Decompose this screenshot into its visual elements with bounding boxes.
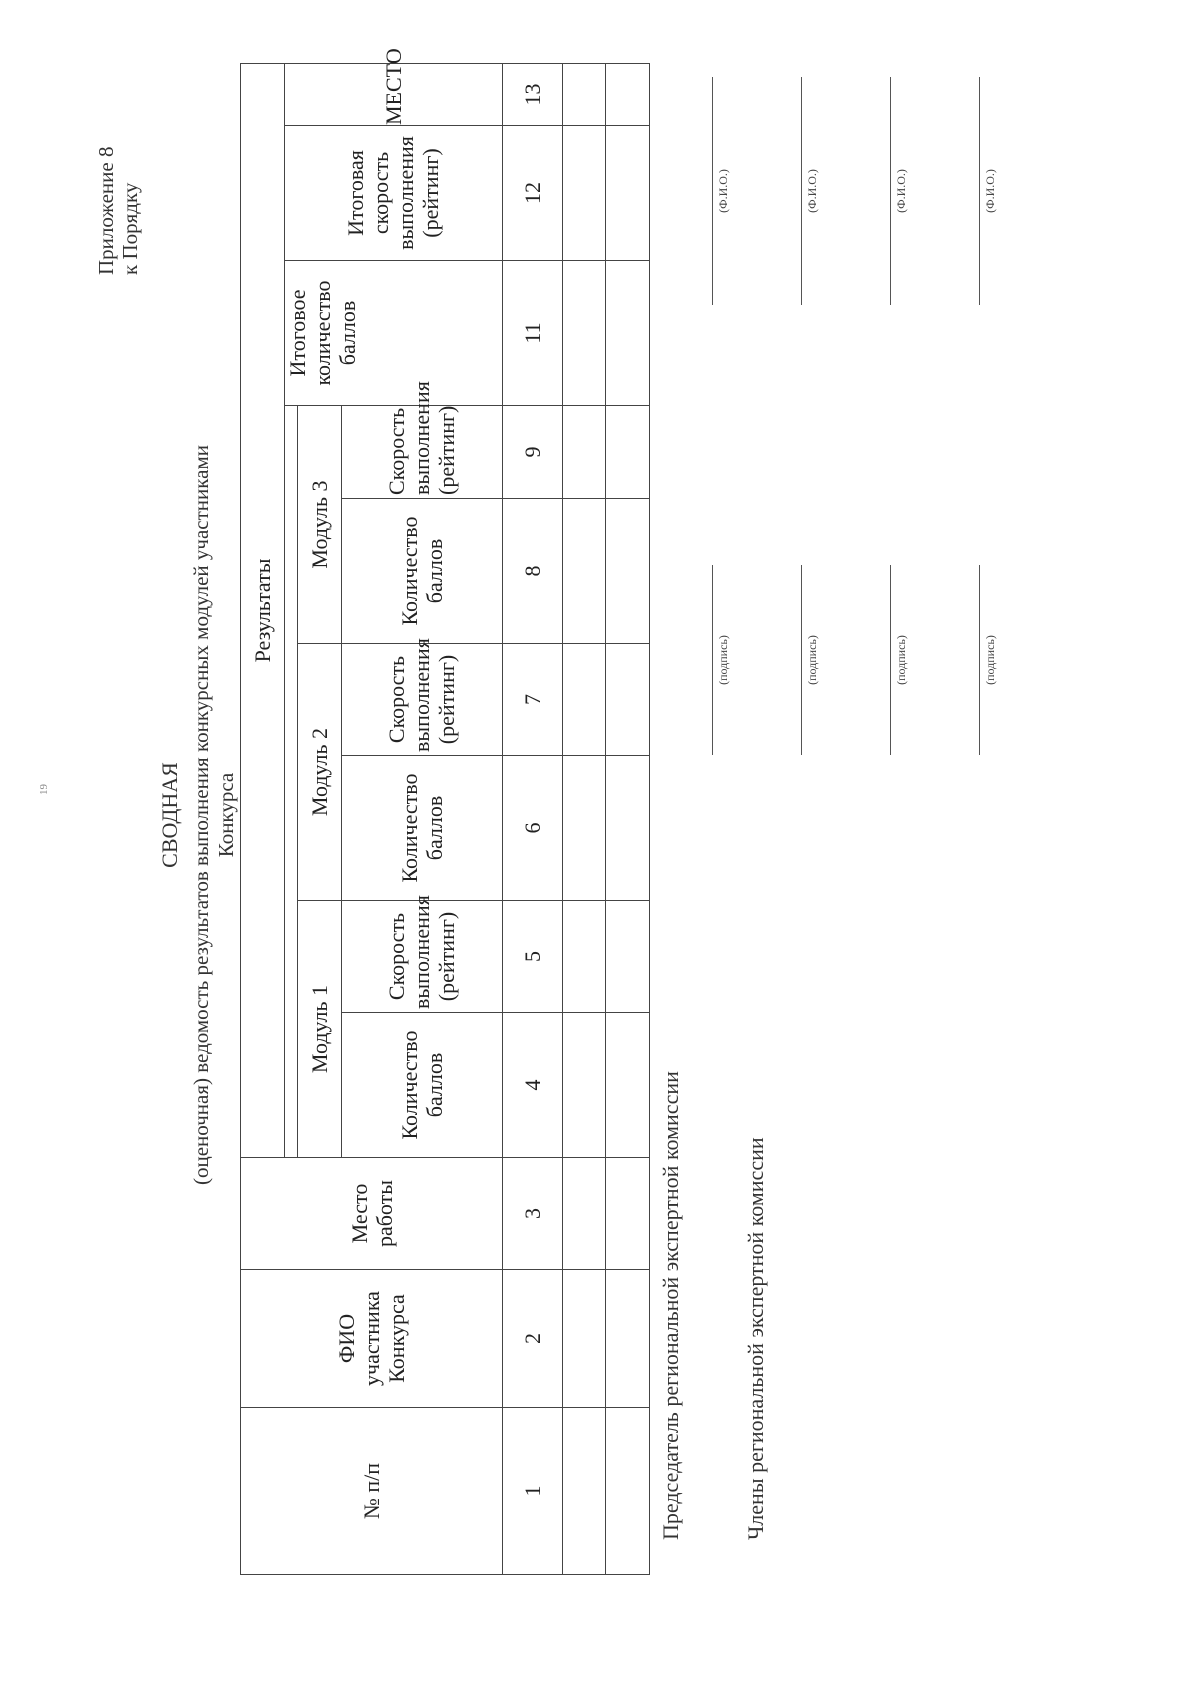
col-number: 4 <box>503 1013 563 1158</box>
signature-line <box>801 565 802 755</box>
table-cell <box>562 261 606 406</box>
table-cell <box>606 901 650 1013</box>
header-module-2: Модуль 2 <box>298 644 342 901</box>
name-line <box>712 77 713 305</box>
signature-caption: (подпись) <box>894 635 908 685</box>
table-cell <box>606 1270 650 1408</box>
header-place: МЕСТО <box>284 63 503 125</box>
name-line <box>801 77 802 305</box>
signature-line <box>979 565 980 755</box>
name-caption: (Ф.И.О.) <box>716 169 730 213</box>
col-number: 3 <box>503 1158 563 1270</box>
members-label: Члены региональной экспертной комиссии <box>743 1137 768 1540</box>
table-cell <box>606 644 650 756</box>
header-spacer <box>284 406 298 1158</box>
col-number: 5 <box>503 901 563 1013</box>
table-cell <box>606 1158 650 1270</box>
name-caption: (Ф.И.О.) <box>983 169 997 213</box>
table-cell <box>606 1408 650 1575</box>
signature-line <box>890 565 891 755</box>
col-number: 1 <box>503 1408 563 1575</box>
header-module-3: Модуль 3 <box>298 406 342 644</box>
header-m3-speed: Скорость выполнения (рейтинг) <box>341 406 503 499</box>
col-number: 11 <box>503 261 563 406</box>
table-cell <box>562 499 606 644</box>
header-total-score: Итоговое количество баллов <box>284 261 503 406</box>
table-cell <box>606 406 650 499</box>
col-number: 6 <box>503 756 563 901</box>
table-cell <box>562 406 606 499</box>
table-cell <box>562 126 606 261</box>
header-num: № п/п <box>241 1408 503 1575</box>
signature-line <box>712 565 713 755</box>
col-number: 13 <box>503 63 563 125</box>
table-cell <box>606 63 650 125</box>
header-m2-speed: Скорость выполнения (рейтинг) <box>341 644 503 756</box>
table-cell <box>562 1270 606 1408</box>
results-table <box>240 48 650 1575</box>
table-cell <box>606 261 650 406</box>
signature-caption: (подпись) <box>716 635 730 685</box>
table-cell <box>562 63 606 125</box>
header-results: Результаты <box>241 63 285 1157</box>
header-module-1: Модуль 1 <box>298 901 342 1158</box>
header-total-speed: Итоговая скорость выполнения (рейтинг) <box>284 126 503 261</box>
header-fio: ФИО участника Конкурса <box>241 1270 503 1408</box>
table-cell <box>606 126 650 261</box>
table-cell <box>562 901 606 1013</box>
table-cell <box>562 756 606 901</box>
col-number: 12 <box>503 126 563 261</box>
table-cell <box>562 1013 606 1158</box>
table-cell <box>562 644 606 756</box>
name-line <box>890 77 891 305</box>
page-number: 19 <box>38 784 50 795</box>
table-row <box>562 63 606 1574</box>
header-m1-score: Количество баллов <box>341 1013 503 1158</box>
table-cell <box>606 756 650 901</box>
name-caption: (Ф.И.О.) <box>894 169 908 213</box>
appendix-note <box>94 147 142 275</box>
appendix-line-2: к Порядку <box>118 182 142 275</box>
document-subtitle: (оценочная) ведомость результатов выполнения конкурсных модулей участниками Конкурса <box>189 445 238 1186</box>
header-work: Место работы <box>241 1158 503 1270</box>
signature-caption: (подпись) <box>805 635 819 685</box>
header-m2-score: Количество баллов <box>341 756 503 901</box>
header-m3-score: Количество баллов <box>341 499 503 644</box>
document-title: СВОДНАЯ <box>157 762 182 868</box>
name-line <box>979 77 980 305</box>
appendix-line-1: Приложение 8 <box>94 146 118 275</box>
col-number: 7 <box>503 644 563 756</box>
col-number: 2 <box>503 1270 563 1408</box>
col-number: 9 <box>503 406 563 499</box>
header-m1-speed: Скорость выполнения (рейтинг) <box>341 901 503 1013</box>
table-cell <box>606 1013 650 1158</box>
table-cell <box>562 1408 606 1575</box>
table-cell <box>606 499 650 644</box>
col-number: 8 <box>503 499 563 644</box>
chairman-label: Председатель региональной экспертной комиссии <box>658 1071 683 1540</box>
table-row <box>606 63 650 1574</box>
name-caption: (Ф.И.О.) <box>805 169 819 213</box>
signature-caption: (подпись) <box>983 635 997 685</box>
table-cell <box>562 1158 606 1270</box>
